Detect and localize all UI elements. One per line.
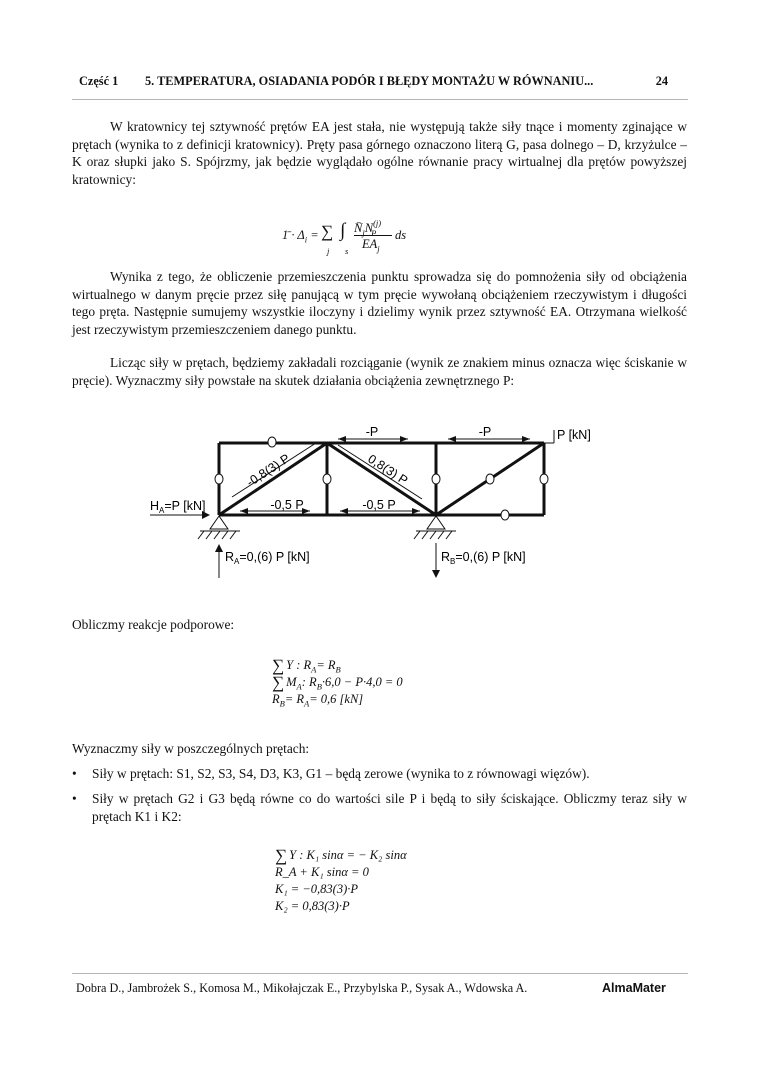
equation-4: K₂ = 0,83(3)·P	[275, 899, 350, 913]
rb-label: $R_B=0,(6)$ P [kN]	[441, 550, 526, 566]
label-bottom-left: -0,5 P	[270, 498, 304, 512]
footer-authors: Dobra D., Jambrożek S., Komosa M., Mikołajczak E., Przybylska P., Sysak A., Wdowska A.	[76, 981, 528, 995]
zero-marker	[432, 474, 440, 484]
fraction-numerator: $N̄_jN^{(j)}_P$	[354, 218, 382, 238]
truss-diagram	[0, 415, 760, 615]
label-bottom-right: -0,5 P	[362, 498, 396, 512]
ra-label: $R_A=0,(6)$ P [kN]	[225, 550, 310, 566]
footer-brand: AlmaMater	[602, 981, 666, 995]
paragraph-1: W kratownicy tej sztywność prętów EA jest stała, nie występują także siły tnące i momenty zginające w prętach (wynika to z definicji kratownicy). Pręty pasa górnego oznaczono literą G, pasa dolnego – D, krzyżulce – K oraz słupki jako S. Spójrzmy, jak będzie wyglądało ogólne równanie pracy wirtualnej dla prętów powyższej kratownicy:	[72, 119, 687, 187]
formula-lhs: 1̄ · $\Delta_i$ =	[282, 228, 319, 245]
zero-marker	[215, 474, 223, 484]
formula-ds: ds	[395, 228, 407, 242]
bullet-text-2: Siły w prętach G2 i G3 będą równe co do wartości sile P i będą to siły ściskające. Obliczmy teraz siły w prętach K1 i K2:	[92, 791, 687, 824]
label-top-right: -P	[478, 425, 492, 439]
paragraph-2: Wynika z tego, że obliczenie przemieszczenia punktu sprowadza się do pomnożenia siły od obciążenia wirtualnego w danym pręcie przez siłę panującą w tym pręcie wywołaną obciążeniem rzeczywistym i długości tego pręta. Następnie sumujemy wszystkie iloczyny i dzielimy wynik przez sztywność EA. Otrzymana wielkość jest rzeczywistym przemieszczeniem danego punktu.	[72, 269, 687, 337]
fraction-denominator: $EA_j$	[362, 237, 380, 254]
load-label: P [kN]	[557, 428, 591, 442]
bullet-marker: •	[72, 791, 77, 806]
header-rule	[72, 99, 688, 100]
sum-index: j	[327, 246, 330, 256]
equation-1: ∑ Y : K₁ sinα = − K₂ sinα	[275, 846, 407, 865]
footer-rule	[72, 973, 688, 974]
zero-marker	[268, 437, 276, 447]
label-diag-left: -0,8(3) P	[244, 451, 293, 490]
support-a	[198, 516, 240, 539]
reactions-formula	[272, 657, 403, 708]
zero-marker	[501, 510, 509, 520]
bullet-item-2	[72, 790, 687, 825]
reaction-eq-3: $R_B= R_A= 0,6$ [kN]	[272, 692, 364, 709]
member-force-equations	[275, 847, 407, 915]
paragraph-3: Licząc siły w prętach, będziemy zakładali rozciąganie (wynik ze znakiem minus oznacza więc ściskanie w pręcie). Wyznaczmy siły powstałe na skutek działania obciążenia zewnętrznego P:	[72, 355, 687, 388]
bullet-item-1	[72, 765, 687, 783]
page-header	[79, 74, 668, 92]
ha-label: $H_A=P$ [kN]	[150, 499, 206, 515]
bullet-marker: •	[72, 766, 77, 781]
zero-marker	[323, 474, 331, 484]
zero-marker	[486, 474, 494, 484]
reaction-eq-1: ∑ Y : $R_A= R_B$	[272, 656, 341, 675]
equation-3: K₁ = −0,83(3)·P	[275, 882, 359, 896]
reaction-eq-2: ∑ $M_A$: $R_B\cdot 6,0 - P\cdot 4,0 = 0$	[272, 673, 403, 692]
header-part: Część 1	[79, 74, 119, 88]
forces-intro: Wyznaczmy siły w poszczególnych prętach:	[72, 741, 310, 756]
zero-marker	[540, 474, 548, 484]
reactions-intro: Obliczmy reakcje podporowe:	[72, 617, 235, 632]
integral-domain: s	[345, 246, 349, 256]
label-diag-right: 0,8(3) P	[365, 451, 411, 488]
equation-2: R_A + K₁ sinα = 0	[275, 865, 369, 879]
header-chapter: 5. TEMPERATURA, OSIADANIA PODÓR I BŁĘDY MONTAŻU W RÓWNANIU...	[145, 74, 594, 88]
header-page-number: 24	[655, 74, 668, 88]
label-top-left: -P	[365, 425, 379, 439]
bullet-text-1: Siły w prętach: S1, S2, S3, S4, D3, K3, G1 – będą zerowe (wynika to z równowagi więzów).	[92, 766, 590, 781]
support-b	[414, 516, 456, 539]
